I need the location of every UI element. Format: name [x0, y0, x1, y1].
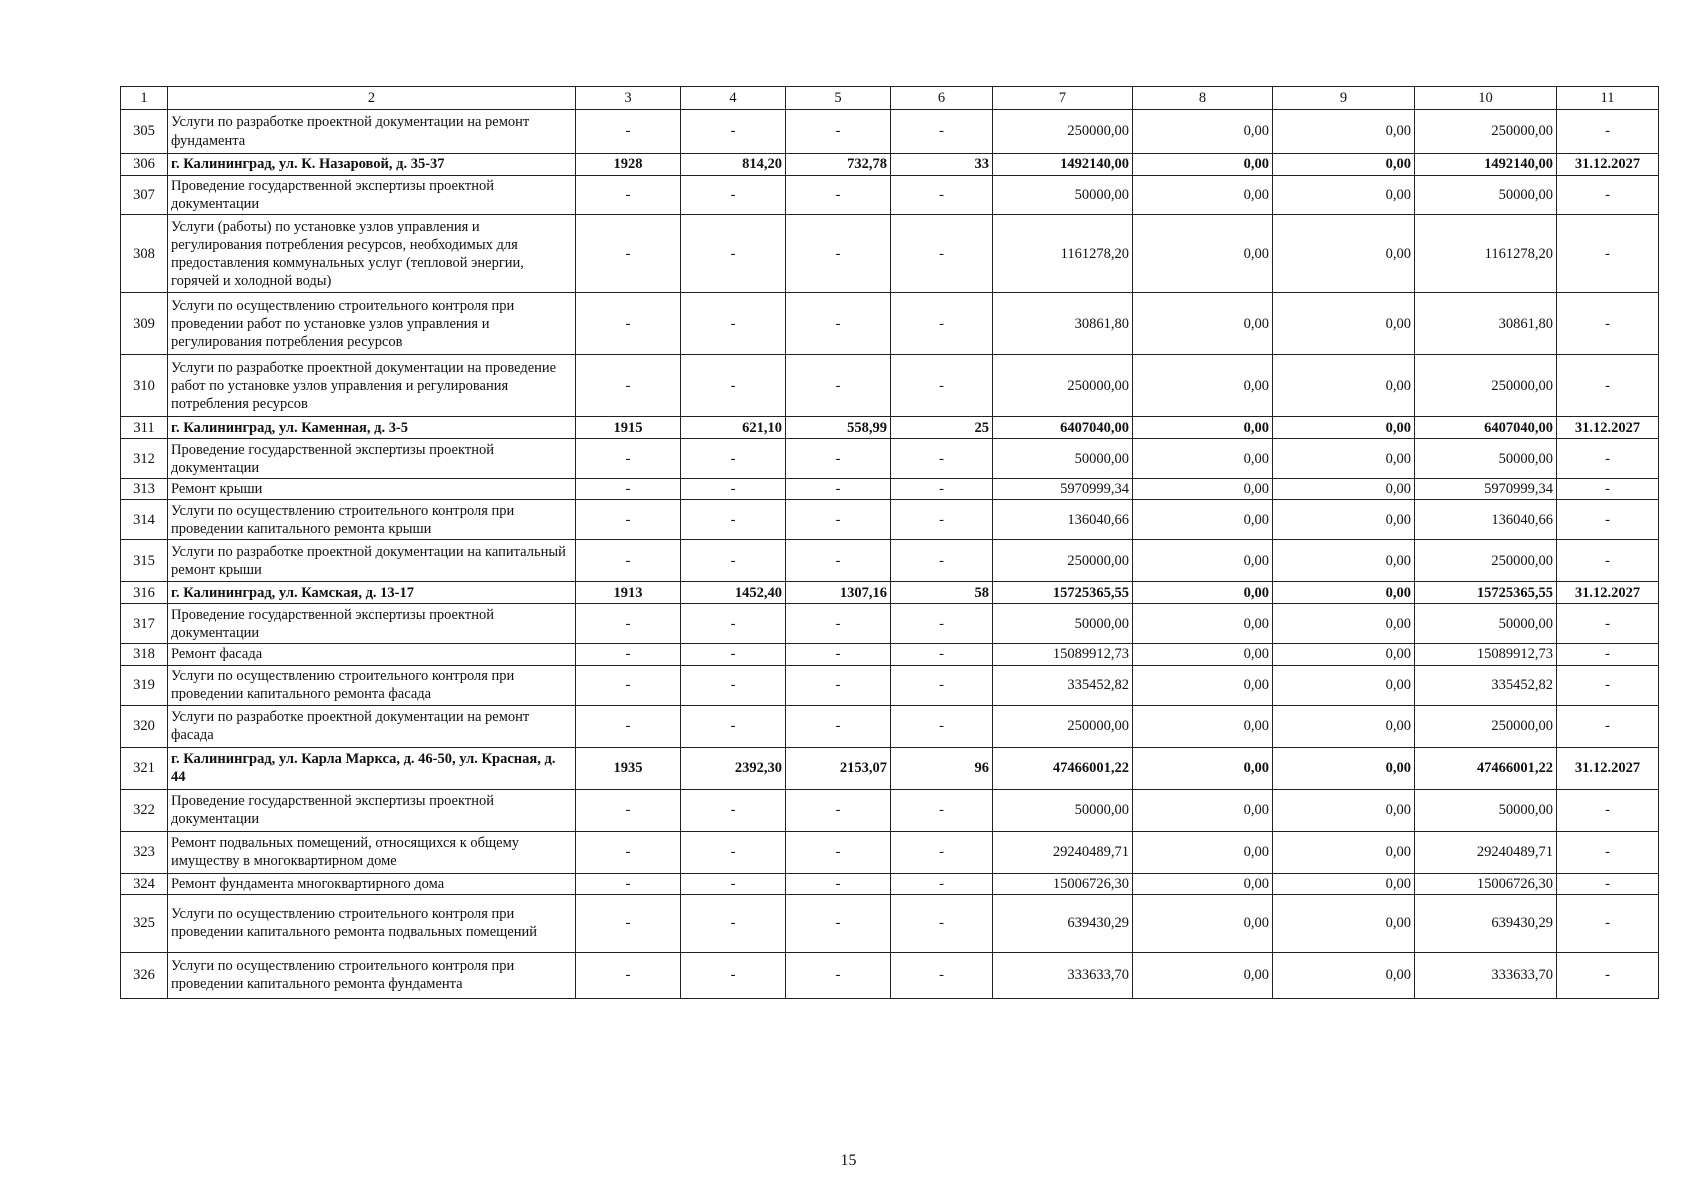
- work-name-cell: Ремонт фасада: [168, 644, 576, 665]
- total-area-cell: -: [681, 644, 786, 665]
- work-row: [121, 604, 1659, 644]
- budget-cost-cell: 0,00: [1273, 417, 1415, 439]
- budget-cost-cell: 0,00: [1273, 665, 1415, 705]
- fund-cost-cell: 0,00: [1133, 176, 1273, 215]
- living-area-cell: 558,99: [786, 417, 891, 439]
- budget-cost-cell: 0,00: [1273, 789, 1415, 831]
- work-name-cell: г. Калининград, ул. Камская, д. 13-17: [168, 582, 576, 604]
- deadline-cell: 31.12.2027: [1557, 154, 1659, 176]
- owner-cost-cell: 50000,00: [1415, 176, 1557, 215]
- row-number-cell: 314: [121, 500, 168, 540]
- work-row: [121, 952, 1659, 998]
- residents-cell: -: [891, 789, 993, 831]
- work-name-cell: Услуги (работы) по установке узлов управления и регулирования потребления ресурсов, необходимых для предоставления коммунальных услуг (тепловой энергии, горячей и холодной воды): [168, 215, 576, 293]
- living-area-cell: -: [786, 293, 891, 355]
- fund-cost-cell: 0,00: [1133, 110, 1273, 154]
- living-area-cell: -: [786, 604, 891, 644]
- residents-cell: -: [891, 176, 993, 215]
- living-area-cell: -: [786, 789, 891, 831]
- deadline-cell: -: [1557, 665, 1659, 705]
- owner-cost-cell: 1161278,20: [1415, 215, 1557, 293]
- living-area-cell: 2153,07: [786, 747, 891, 789]
- year-cell: -: [576, 665, 681, 705]
- living-area-cell: -: [786, 894, 891, 952]
- address-row: [121, 747, 1659, 789]
- row-number-cell: 317: [121, 604, 168, 644]
- total-cost-cell: 250000,00: [993, 705, 1133, 747]
- living-area-cell: -: [786, 665, 891, 705]
- fund-cost-cell: 0,00: [1133, 439, 1273, 479]
- work-name-cell: г. Калининград, ул. Карла Маркса, д. 46-50, ул. Красная, д. 44: [168, 747, 576, 789]
- residents-cell: -: [891, 665, 993, 705]
- work-name-cell: Услуги по осуществлению строительного контроля при проведении капитального ремонта подвальных помещений: [168, 894, 576, 952]
- work-row: [121, 215, 1659, 293]
- address-row: [121, 582, 1659, 604]
- row-number-cell: 316: [121, 582, 168, 604]
- row-number-cell: 326: [121, 952, 168, 998]
- total-cost-cell: 639430,29: [993, 894, 1133, 952]
- total-cost-cell: 29240489,71: [993, 831, 1133, 873]
- work-name-cell: Услуги по осуществлению строительного контроля при проведении капитального ремонта фасада: [168, 665, 576, 705]
- row-number-cell: 307: [121, 176, 168, 215]
- residents-cell: -: [891, 604, 993, 644]
- work-name-cell: Услуги по разработке проектной документации на капитальный ремонт крыши: [168, 540, 576, 582]
- row-number-cell: 325: [121, 894, 168, 952]
- budget-cost-cell: 0,00: [1273, 604, 1415, 644]
- work-row: [121, 176, 1659, 215]
- work-name-cell: Проведение государственной экспертизы проектной документации: [168, 789, 576, 831]
- fund-cost-cell: 0,00: [1133, 355, 1273, 417]
- deadline-cell: -: [1557, 705, 1659, 747]
- total-area-cell: 1452,40: [681, 582, 786, 604]
- residents-cell: -: [891, 500, 993, 540]
- budget-cost-cell: 0,00: [1273, 747, 1415, 789]
- total-cost-cell: 15725365,55: [993, 582, 1133, 604]
- budget-cost-cell: 0,00: [1273, 215, 1415, 293]
- budget-cost-cell: 0,00: [1273, 894, 1415, 952]
- total-cost-cell: 250000,00: [993, 110, 1133, 154]
- deadline-cell: -: [1557, 293, 1659, 355]
- owner-cost-cell: 5970999,34: [1415, 479, 1557, 500]
- total-cost-cell: 136040,66: [993, 500, 1133, 540]
- deadline-cell: -: [1557, 110, 1659, 154]
- total-cost-cell: 30861,80: [993, 293, 1133, 355]
- residents-cell: -: [891, 644, 993, 665]
- year-cell: -: [576, 705, 681, 747]
- year-cell: 1913: [576, 582, 681, 604]
- year-cell: -: [576, 355, 681, 417]
- year-cell: -: [576, 873, 681, 894]
- deadline-cell: -: [1557, 894, 1659, 952]
- total-area-cell: -: [681, 176, 786, 215]
- year-cell: -: [576, 110, 681, 154]
- owner-cost-cell: 29240489,71: [1415, 831, 1557, 873]
- total-cost-cell: 50000,00: [993, 604, 1133, 644]
- total-area-cell: -: [681, 215, 786, 293]
- work-row: [121, 439, 1659, 479]
- total-area-cell: -: [681, 110, 786, 154]
- work-row: [121, 479, 1659, 500]
- total-cost-cell: 333633,70: [993, 952, 1133, 998]
- work-row: [121, 705, 1659, 747]
- fund-cost-cell: 0,00: [1133, 293, 1273, 355]
- work-name-cell: Услуги по осуществлению строительного контроля при проведении капитального ремонта крыши: [168, 500, 576, 540]
- owner-cost-cell: 15725365,55: [1415, 582, 1557, 604]
- year-cell: -: [576, 540, 681, 582]
- total-area-cell: -: [681, 894, 786, 952]
- deadline-cell: -: [1557, 540, 1659, 582]
- budget-cost-cell: 0,00: [1273, 154, 1415, 176]
- budget-cost-cell: 0,00: [1273, 873, 1415, 894]
- total-area-cell: 814,20: [681, 154, 786, 176]
- header-row: [121, 87, 1659, 110]
- total-cost-cell: 1161278,20: [993, 215, 1133, 293]
- residents-cell: 96: [891, 747, 993, 789]
- owner-cost-cell: 30861,80: [1415, 293, 1557, 355]
- owner-cost-cell: 639430,29: [1415, 894, 1557, 952]
- budget-cost-cell: 0,00: [1273, 439, 1415, 479]
- total-area-cell: -: [681, 439, 786, 479]
- living-area-cell: -: [786, 644, 891, 665]
- row-number-cell: 320: [121, 705, 168, 747]
- deadline-cell: -: [1557, 479, 1659, 500]
- row-number-cell: 324: [121, 873, 168, 894]
- address-row: [121, 417, 1659, 439]
- total-area-cell: -: [681, 831, 786, 873]
- budget-cost-cell: 0,00: [1273, 500, 1415, 540]
- fund-cost-cell: 0,00: [1133, 831, 1273, 873]
- total-area-cell: -: [681, 293, 786, 355]
- deadline-cell: -: [1557, 355, 1659, 417]
- year-cell: -: [576, 604, 681, 644]
- owner-cost-cell: 335452,82: [1415, 665, 1557, 705]
- budget-cost-cell: 0,00: [1273, 479, 1415, 500]
- work-row: [121, 500, 1659, 540]
- residents-cell: -: [891, 952, 993, 998]
- owner-cost-cell: 47466001,22: [1415, 747, 1557, 789]
- year-cell: -: [576, 293, 681, 355]
- year-cell: -: [576, 789, 681, 831]
- deadline-cell: 31.12.2027: [1557, 417, 1659, 439]
- living-area-cell: -: [786, 176, 891, 215]
- deadline-cell: -: [1557, 831, 1659, 873]
- living-area-cell: -: [786, 355, 891, 417]
- total-cost-cell: 47466001,22: [993, 747, 1133, 789]
- fund-cost-cell: 0,00: [1133, 952, 1273, 998]
- residents-cell: 33: [891, 154, 993, 176]
- budget-cost-cell: 0,00: [1273, 110, 1415, 154]
- fund-cost-cell: 0,00: [1133, 500, 1273, 540]
- work-name-cell: Ремонт фундамента многоквартирного дома: [168, 873, 576, 894]
- page-number: 15: [840, 1152, 857, 1169]
- work-name-cell: г. Калининград, ул. К. Назаровой, д. 35-37: [168, 154, 576, 176]
- year-cell: -: [576, 894, 681, 952]
- work-row: [121, 873, 1659, 894]
- work-name-cell: г. Калининград, ул. Каменная, д. 3-5: [168, 417, 576, 439]
- total-cost-cell: 50000,00: [993, 176, 1133, 215]
- residents-cell: -: [891, 439, 993, 479]
- work-row: [121, 894, 1659, 952]
- table-body: [121, 110, 1659, 999]
- residents-cell: -: [891, 355, 993, 417]
- deadline-cell: -: [1557, 176, 1659, 215]
- row-number-cell: 311: [121, 417, 168, 439]
- year-cell: -: [576, 439, 681, 479]
- year-cell: -: [576, 215, 681, 293]
- year-cell: 1915: [576, 417, 681, 439]
- living-area-cell: 732,78: [786, 154, 891, 176]
- owner-cost-cell: 136040,66: [1415, 500, 1557, 540]
- total-area-cell: -: [681, 479, 786, 500]
- header-cell-6: 6: [891, 87, 993, 110]
- living-area-cell: -: [786, 705, 891, 747]
- work-row: [121, 644, 1659, 665]
- year-cell: -: [576, 479, 681, 500]
- budget-cost-cell: 0,00: [1273, 293, 1415, 355]
- work-name-cell: Проведение государственной экспертизы проектной документации: [168, 604, 576, 644]
- owner-cost-cell: 15089912,73: [1415, 644, 1557, 665]
- row-number-cell: 306: [121, 154, 168, 176]
- row-number-cell: 308: [121, 215, 168, 293]
- row-number-cell: 318: [121, 644, 168, 665]
- address-row: [121, 154, 1659, 176]
- header-cell-2: 2: [168, 87, 576, 110]
- owner-cost-cell: 250000,00: [1415, 705, 1557, 747]
- total-area-cell: -: [681, 873, 786, 894]
- header-cell-4: 4: [681, 87, 786, 110]
- residents-cell: -: [891, 293, 993, 355]
- work-name-cell: Услуги по разработке проектной документации на ремонт фундамента: [168, 110, 576, 154]
- deadline-cell: -: [1557, 439, 1659, 479]
- deadline-cell: -: [1557, 215, 1659, 293]
- residents-cell: -: [891, 705, 993, 747]
- fund-cost-cell: 0,00: [1133, 894, 1273, 952]
- fund-cost-cell: 0,00: [1133, 665, 1273, 705]
- total-cost-cell: 1492140,00: [993, 154, 1133, 176]
- deadline-cell: -: [1557, 789, 1659, 831]
- owner-cost-cell: 250000,00: [1415, 355, 1557, 417]
- header-cell-8: 8: [1133, 87, 1273, 110]
- work-name-cell: Услуги по разработке проектной документации на ремонт фасада: [168, 705, 576, 747]
- header-cell-3: 3: [576, 87, 681, 110]
- residents-cell: -: [891, 831, 993, 873]
- fund-cost-cell: 0,00: [1133, 215, 1273, 293]
- header-cell-11: 11: [1557, 87, 1659, 110]
- residents-cell: -: [891, 873, 993, 894]
- work-row: [121, 789, 1659, 831]
- total-area-cell: -: [681, 540, 786, 582]
- row-number-cell: 315: [121, 540, 168, 582]
- fund-cost-cell: 0,00: [1133, 154, 1273, 176]
- row-number-cell: 322: [121, 789, 168, 831]
- owner-cost-cell: 250000,00: [1415, 110, 1557, 154]
- living-area-cell: -: [786, 831, 891, 873]
- deadline-cell: -: [1557, 604, 1659, 644]
- total-area-cell: -: [681, 500, 786, 540]
- residents-cell: 25: [891, 417, 993, 439]
- deadline-cell: -: [1557, 644, 1659, 665]
- fund-cost-cell: 0,00: [1133, 479, 1273, 500]
- total-cost-cell: 50000,00: [993, 439, 1133, 479]
- work-name-cell: Ремонт подвальных помещений, относящихся к общему имуществу в многоквартирном доме: [168, 831, 576, 873]
- fund-cost-cell: 0,00: [1133, 873, 1273, 894]
- budget-cost-cell: 0,00: [1273, 705, 1415, 747]
- total-cost-cell: 15089912,73: [993, 644, 1133, 665]
- total-area-cell: -: [681, 789, 786, 831]
- total-area-cell: -: [681, 952, 786, 998]
- row-number-cell: 319: [121, 665, 168, 705]
- work-row: [121, 355, 1659, 417]
- budget-cost-cell: 0,00: [1273, 952, 1415, 998]
- living-area-cell: -: [786, 540, 891, 582]
- residents-cell: 58: [891, 582, 993, 604]
- owner-cost-cell: 250000,00: [1415, 540, 1557, 582]
- year-cell: 1928: [576, 154, 681, 176]
- row-number-cell: 305: [121, 110, 168, 154]
- living-area-cell: -: [786, 439, 891, 479]
- work-row: [121, 110, 1659, 154]
- fund-cost-cell: 0,00: [1133, 540, 1273, 582]
- budget-cost-cell: 0,00: [1273, 831, 1415, 873]
- budget-cost-cell: 0,00: [1273, 540, 1415, 582]
- total-cost-cell: 335452,82: [993, 665, 1133, 705]
- total-cost-cell: 6407040,00: [993, 417, 1133, 439]
- header-cell-10: 10: [1415, 87, 1557, 110]
- budget-cost-cell: 0,00: [1273, 176, 1415, 215]
- residents-cell: -: [891, 215, 993, 293]
- owner-cost-cell: 333633,70: [1415, 952, 1557, 998]
- living-area-cell: -: [786, 952, 891, 998]
- year-cell: 1935: [576, 747, 681, 789]
- work-name-cell: Услуги по осуществлению строительного контроля при проведении работ по установке узлов управления и регулирования потребления ресурсов: [168, 293, 576, 355]
- year-cell: -: [576, 176, 681, 215]
- deadline-cell: -: [1557, 873, 1659, 894]
- fund-cost-cell: 0,00: [1133, 417, 1273, 439]
- row-number-cell: 321: [121, 747, 168, 789]
- owner-cost-cell: 50000,00: [1415, 789, 1557, 831]
- deadline-cell: 31.12.2027: [1557, 747, 1659, 789]
- header-cell-7: 7: [993, 87, 1133, 110]
- living-area-cell: -: [786, 500, 891, 540]
- work-name-cell: Услуги по осуществлению строительного контроля при проведении капитального ремонта фундамента: [168, 952, 576, 998]
- year-cell: -: [576, 952, 681, 998]
- total-cost-cell: 5970999,34: [993, 479, 1133, 500]
- work-name-cell: Проведение государственной экспертизы проектной документации: [168, 439, 576, 479]
- row-number-cell: 323: [121, 831, 168, 873]
- living-area-cell: -: [786, 873, 891, 894]
- total-area-cell: -: [681, 705, 786, 747]
- work-name-cell: Проведение государственной экспертизы проектной документации: [168, 176, 576, 215]
- budget-cost-cell: 0,00: [1273, 644, 1415, 665]
- residents-cell: -: [891, 540, 993, 582]
- fund-cost-cell: 0,00: [1133, 604, 1273, 644]
- living-area-cell: -: [786, 110, 891, 154]
- row-number-cell: 309: [121, 293, 168, 355]
- owner-cost-cell: 50000,00: [1415, 604, 1557, 644]
- header-cell-9: 9: [1273, 87, 1415, 110]
- row-number-cell: 310: [121, 355, 168, 417]
- owner-cost-cell: 50000,00: [1415, 439, 1557, 479]
- owner-cost-cell: 15006726,30: [1415, 873, 1557, 894]
- deadline-cell: -: [1557, 952, 1659, 998]
- work-name-cell: Услуги по разработке проектной документации на проведение работ по установке узлов управления и регулирования потребления ресурсов: [168, 355, 576, 417]
- living-area-cell: -: [786, 215, 891, 293]
- work-name-cell: Ремонт крыши: [168, 479, 576, 500]
- owner-cost-cell: 1492140,00: [1415, 154, 1557, 176]
- work-row: [121, 665, 1659, 705]
- year-cell: -: [576, 644, 681, 665]
- owner-cost-cell: 6407040,00: [1415, 417, 1557, 439]
- deadline-cell: -: [1557, 500, 1659, 540]
- work-row: [121, 540, 1659, 582]
- header-cell-5: 5: [786, 87, 891, 110]
- total-area-cell: 621,10: [681, 417, 786, 439]
- residents-cell: -: [891, 894, 993, 952]
- living-area-cell: 1307,16: [786, 582, 891, 604]
- total-area-cell: -: [681, 665, 786, 705]
- capital-repair-table: [120, 86, 1659, 999]
- residents-cell: -: [891, 479, 993, 500]
- budget-cost-cell: 0,00: [1273, 355, 1415, 417]
- deadline-cell: 31.12.2027: [1557, 582, 1659, 604]
- total-area-cell: 2392,30: [681, 747, 786, 789]
- residents-cell: -: [891, 110, 993, 154]
- work-row: [121, 831, 1659, 873]
- fund-cost-cell: 0,00: [1133, 747, 1273, 789]
- header-cell-1: 1: [121, 87, 168, 110]
- living-area-cell: -: [786, 479, 891, 500]
- row-number-cell: 313: [121, 479, 168, 500]
- fund-cost-cell: 0,00: [1133, 582, 1273, 604]
- year-cell: -: [576, 831, 681, 873]
- total-area-cell: -: [681, 355, 786, 417]
- total-cost-cell: 250000,00: [993, 355, 1133, 417]
- total-area-cell: -: [681, 604, 786, 644]
- total-cost-cell: 15006726,30: [993, 873, 1133, 894]
- total-cost-cell: 50000,00: [993, 789, 1133, 831]
- fund-cost-cell: 0,00: [1133, 789, 1273, 831]
- fund-cost-cell: 0,00: [1133, 705, 1273, 747]
- year-cell: -: [576, 500, 681, 540]
- row-number-cell: 312: [121, 439, 168, 479]
- budget-cost-cell: 0,00: [1273, 582, 1415, 604]
- total-cost-cell: 250000,00: [993, 540, 1133, 582]
- fund-cost-cell: 0,00: [1133, 644, 1273, 665]
- work-row: [121, 293, 1659, 355]
